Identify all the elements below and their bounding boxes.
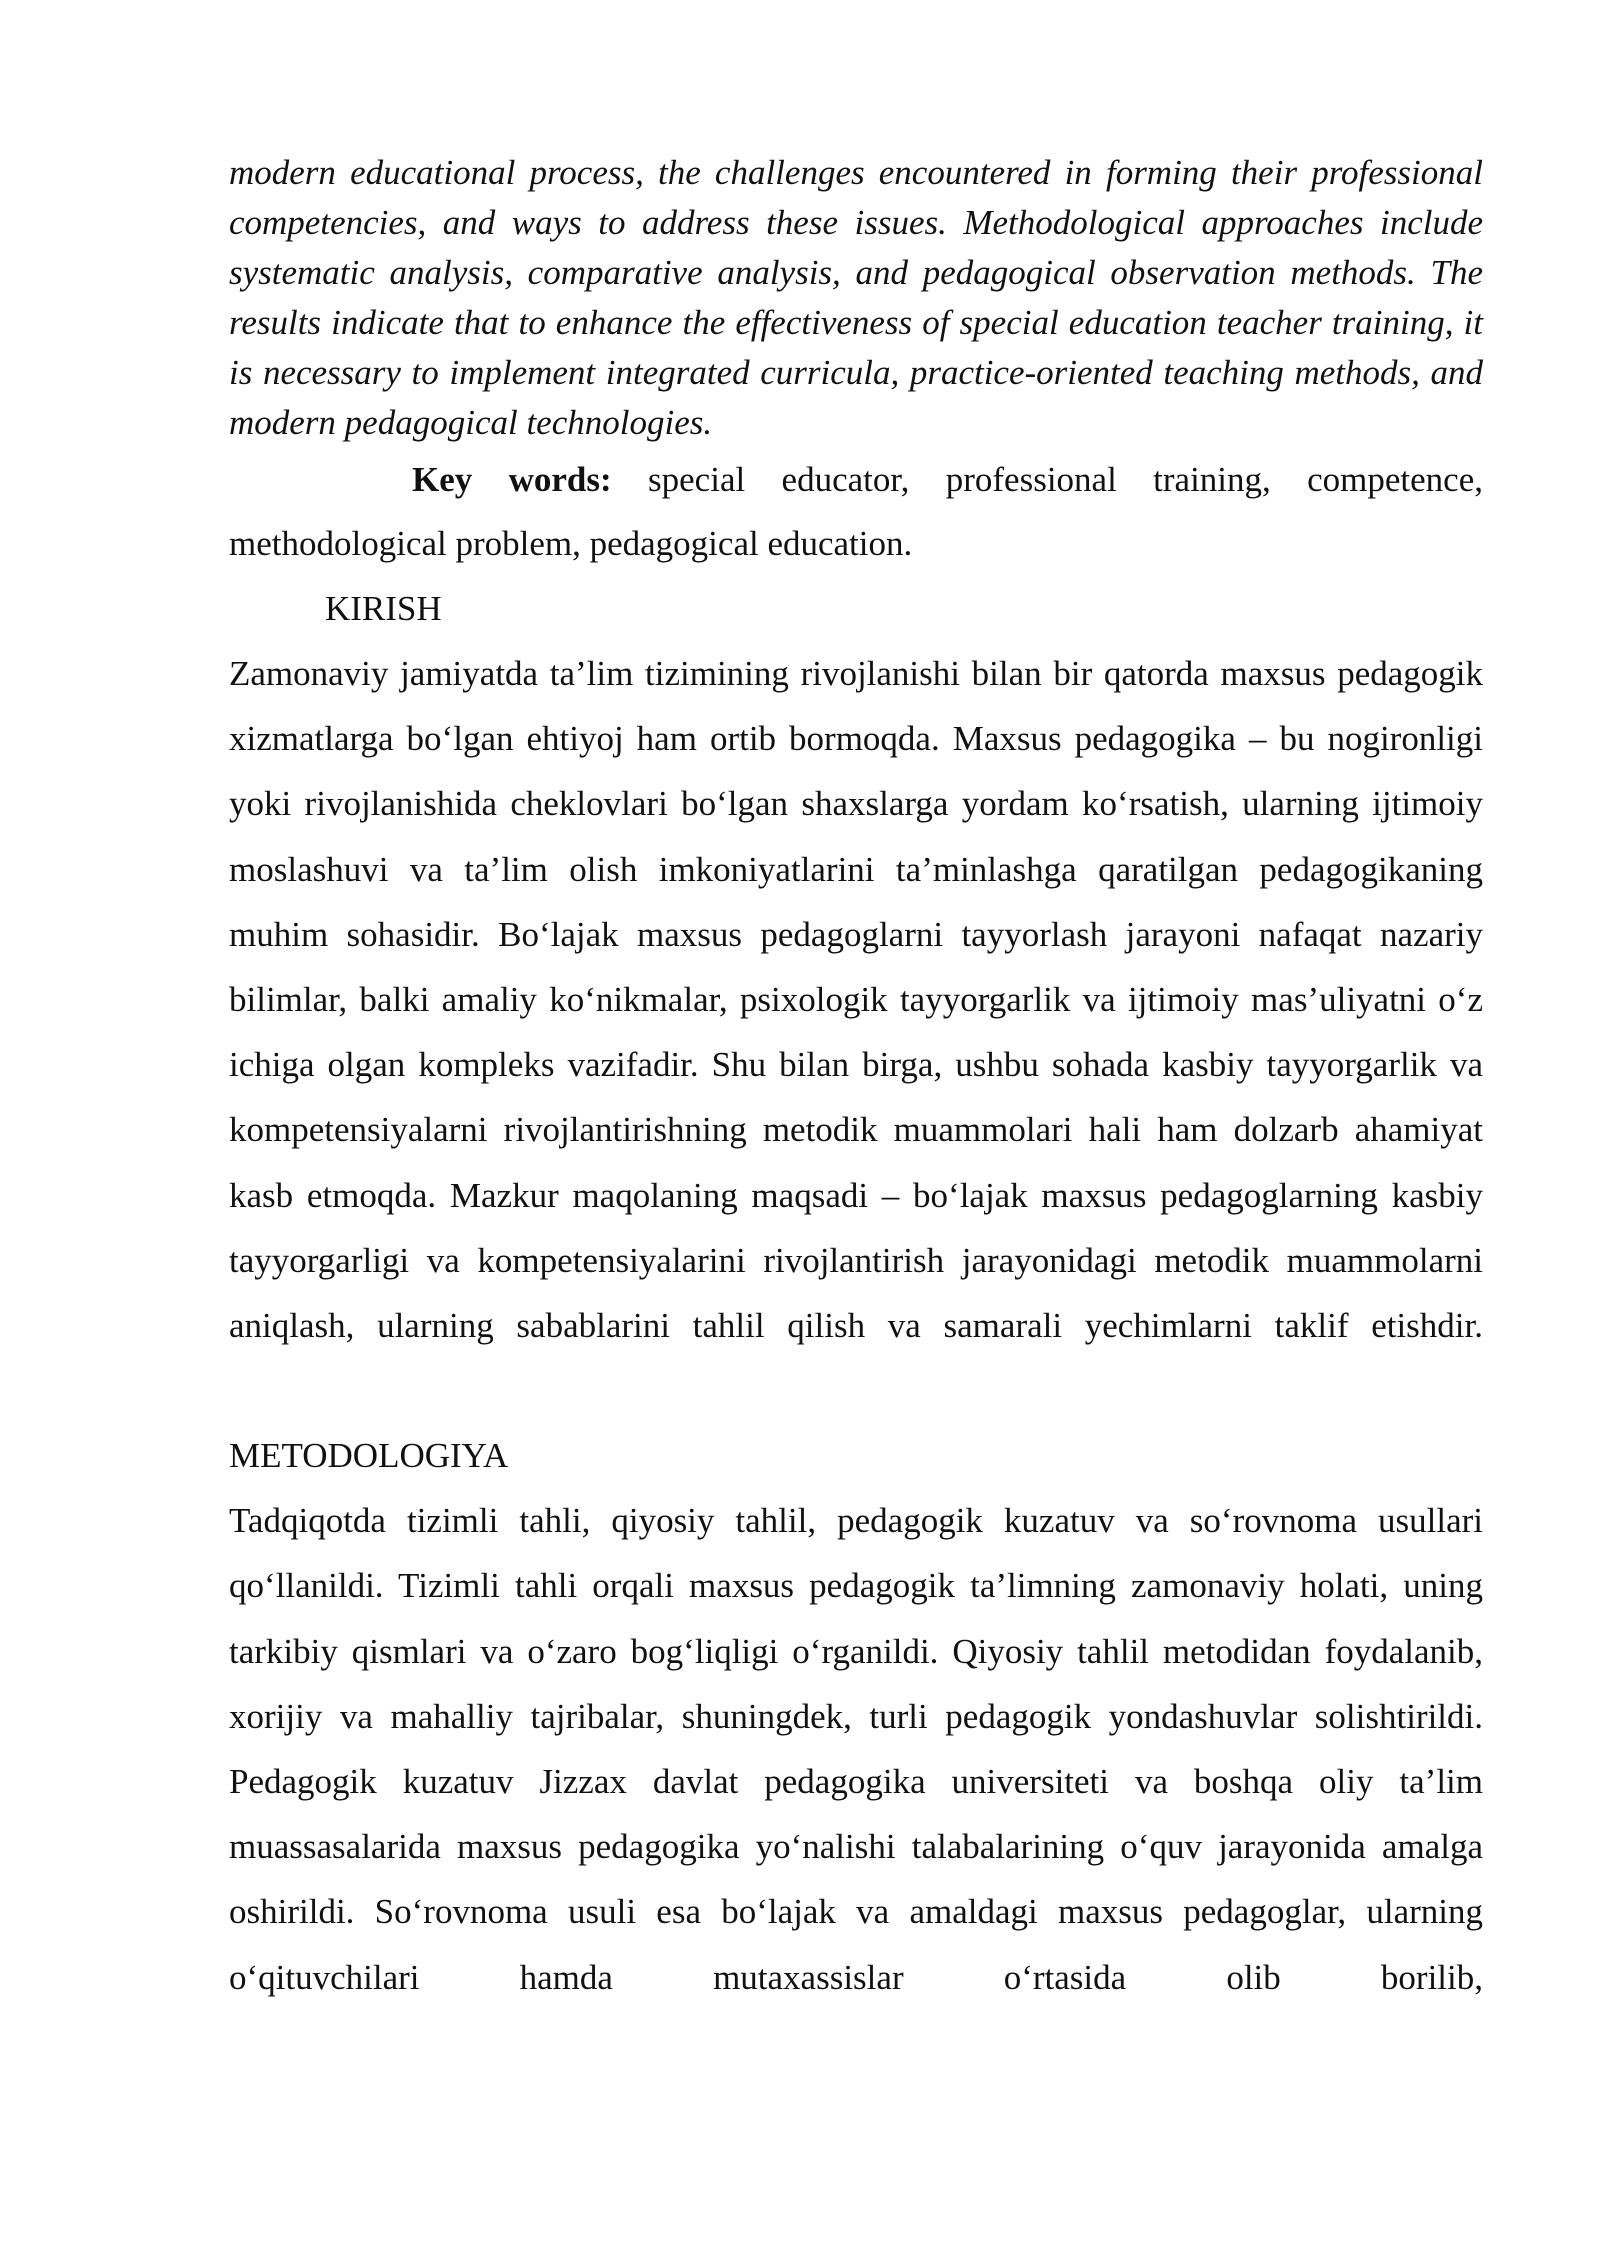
page-content xyxy=(229,148,1483,2010)
keywords-label: Key words: xyxy=(412,460,612,499)
keywords-paragraph xyxy=(229,448,1483,576)
abstract-text: modern educational process, the challenges encountered in forming their professional competencies, and ways to address these issues. Methodological approaches include systematic analysis, comparative analysis, and pedagogical observation methods. The results indicate that to enhance the effectiveness of special education teacher training, it is necessary to implement integrated curricula, practice-oriented teaching methods, and modern pedagogical technologies. xyxy=(229,153,1483,442)
introduction-heading: KIRISH xyxy=(325,589,442,628)
methodology-paragraph: Tadqiqotda tizimli tahli, qiyosiy tahlil, pedagogik kuzatuv va so‘rovnoma usullari qo‘llanildi. Tizimli tahli orqali maxsus pedagogik ta’limning zamonaviy holati, uning tarkibiy qismlari va o‘zaro bog‘liqligi o‘rganildi. Qiyosiy tahlil metodidan foydalanib, xorijiy va mahalliy tajribalar, shuningdek, turli pedagogik yondashuvlar solishtirildi. Pedagogik kuzatuv Jizzax davlat pedagogika universiteti va boshqa oliy ta’lim muassasalarida maxsus pedagogika yo‘nalishi talabalarining o‘quv jarayonida amalga oshirildi. So‘rovnoma usuli esa bo‘lajak va amaldagi maxsus pedagoglar, ularning o‘qituvchilari hamda mutaxassislar o‘rtasida olib borilib, xyxy=(229,1501,1483,1997)
introduction-paragraph: Zamonaviy jamiyatda ta’lim tizimining rivojlanishi bilan bir qatorda maxsus pedagogik xizmatlarga bo‘lgan ehtiyoj ham ortib bormoqda. Maxsus pedagogika – bu nogironligi yoki rivojlanishida cheklovlari bo‘lgan shaxslarga yordam ko‘rsatish, ularning ijtimoiy moslashuvi va ta’lim olish imkoniyatlarini ta’minlashga qaratilgan pedagogikaning muhim sohasidir. Bo‘lajak maxsus pedagoglarni tayyorlash jarayoni nafaqat nazariy bilimlar, balki amaliy ko‘nikmalar, psixologik tayyorgarlik va ijtimoiy mas’uliyatni o‘z ichiga olgan kompleks vazifadir. Shu bilan birga, ushbu sohada kasbiy tayyorgarlik va kompetensiyalarni rivojlantirishning metodik muammolari hali ham dolzarb ahamiyat kasb etmoqda. Mazkur maqolaning maqsadi – bo‘lajak maxsus pedagoglarning kasbiy tayyorgarligi va kompetensiyalarini rivojlantirish jarayonidagi metodik muammolarni aniqlash, ularning sabablarini tahlil qilish va samarali yechimlarni taklif etishdir. xyxy=(229,654,1483,1346)
methodology-heading: METODOLOGIYA xyxy=(229,1436,509,1476)
keywords-text: special educator, professional training, competence, methodological problem, pedagogical education. xyxy=(229,460,1484,563)
section-spacer xyxy=(229,1358,1483,1423)
